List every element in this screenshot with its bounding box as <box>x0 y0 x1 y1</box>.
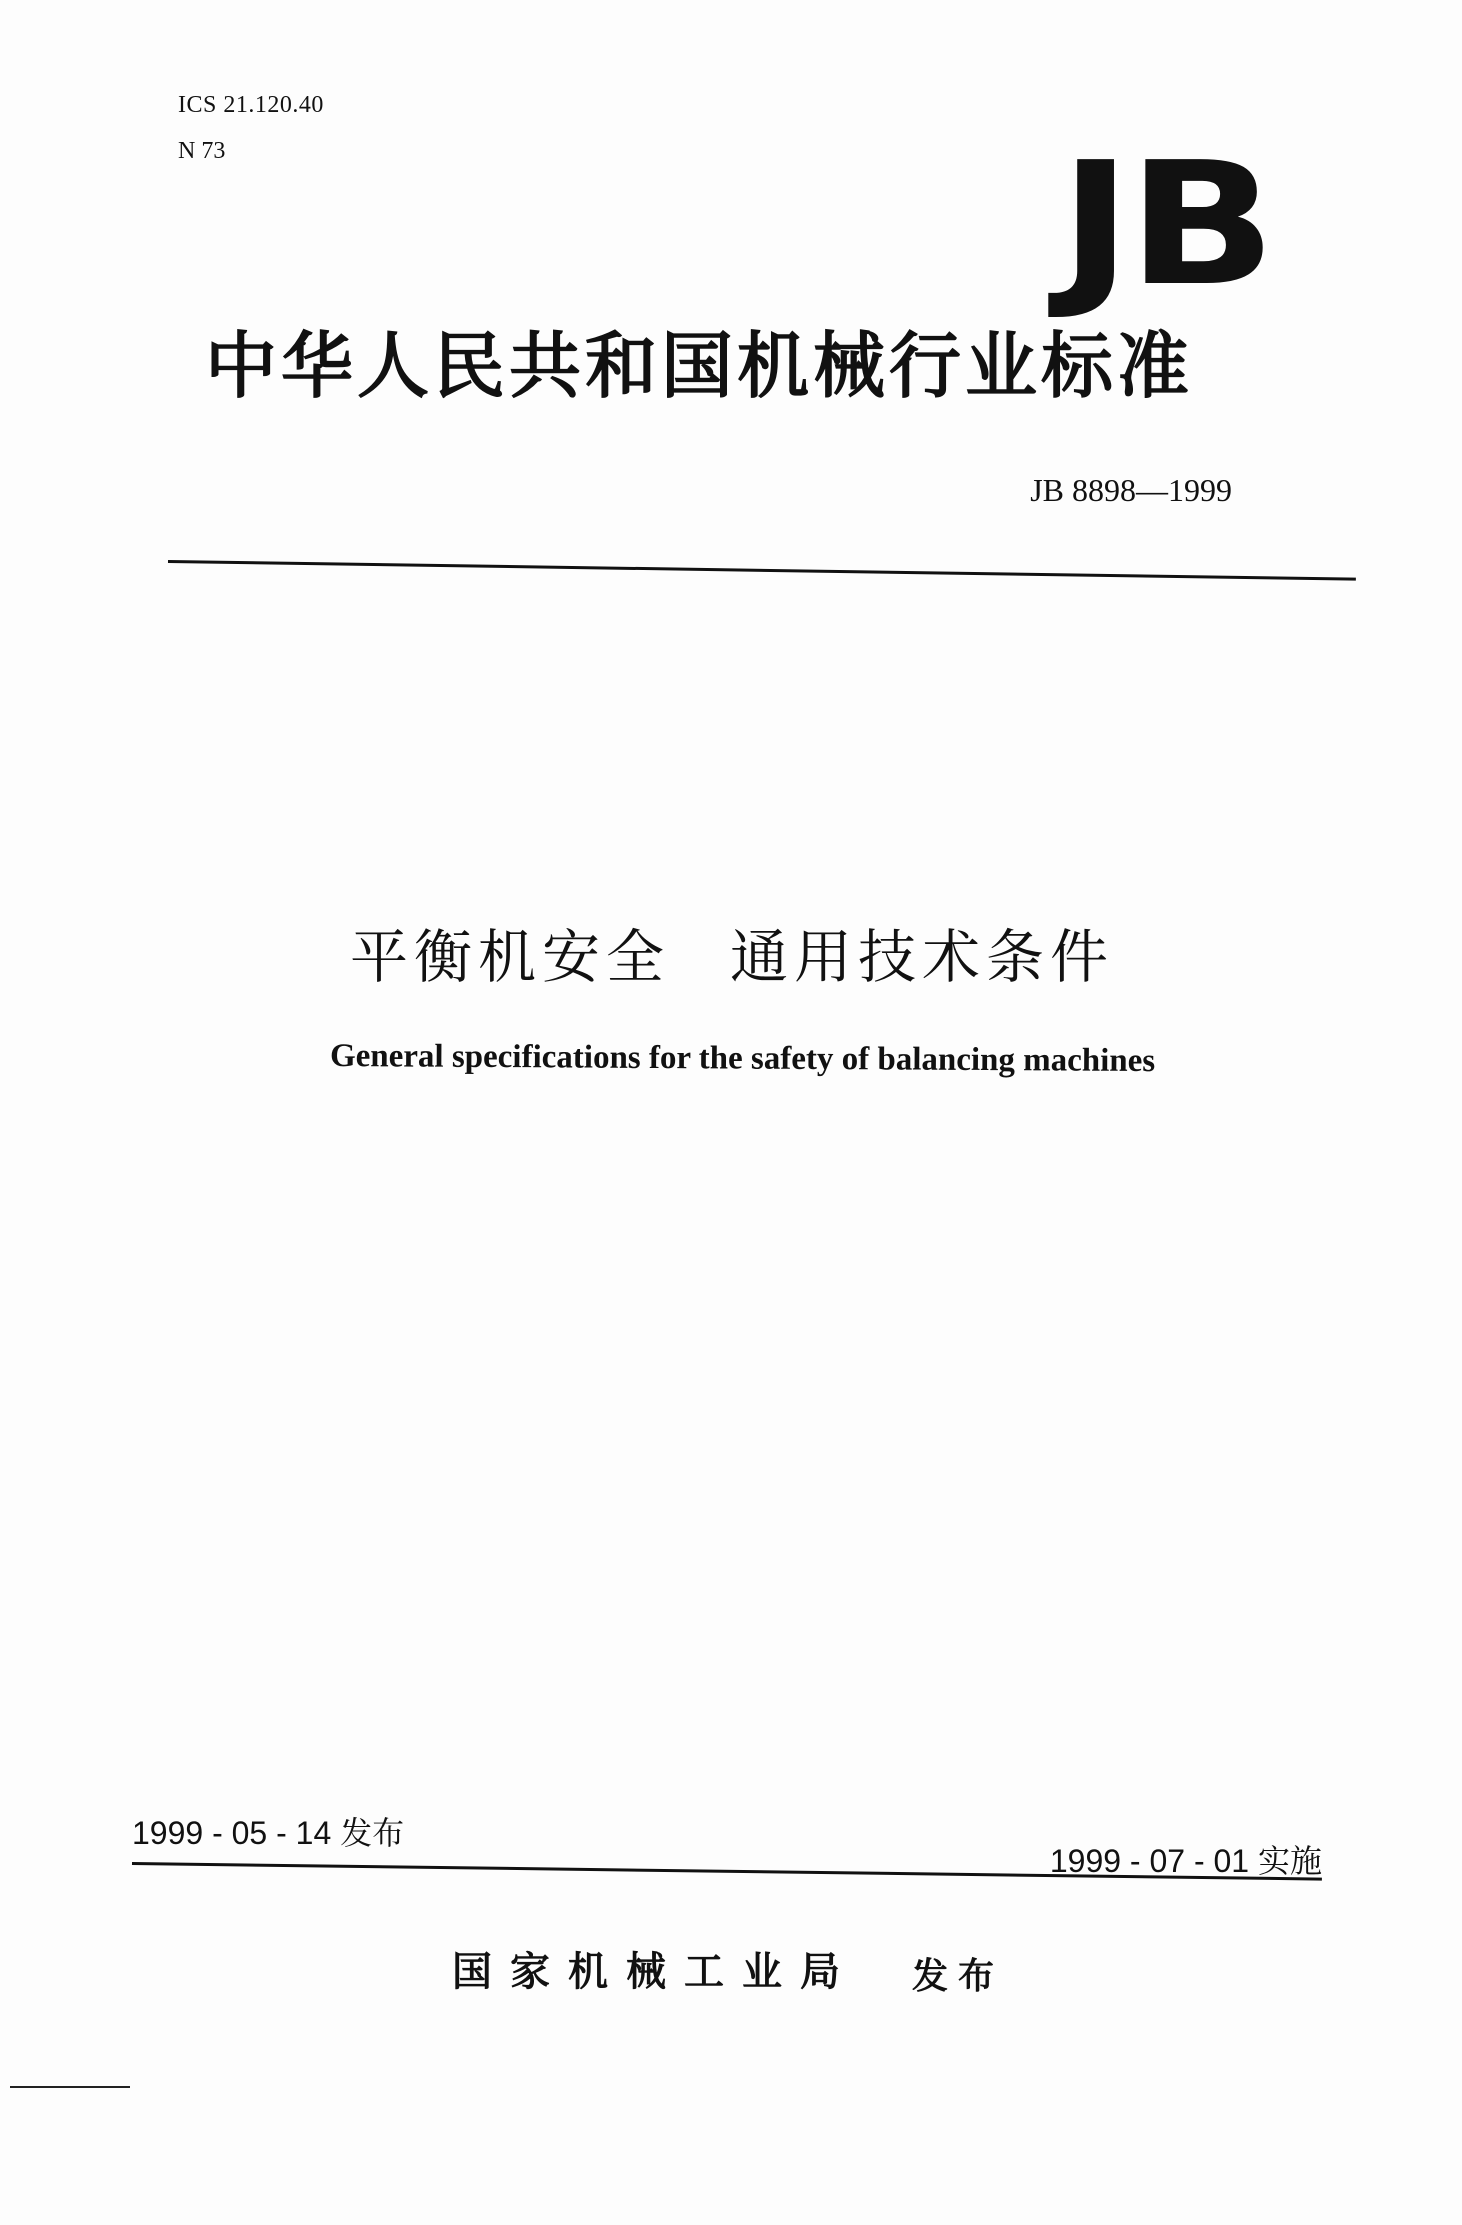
title-chinese <box>350 910 1114 994</box>
footer-short-rule <box>10 2086 130 2088</box>
classification-code: N 73 <box>178 138 226 164</box>
ics-code: ICS 21.120.40 <box>178 92 324 118</box>
org-title: 中华人民共和国机械行业标准 <box>205 324 1194 408</box>
title-english: General specifications for the safety of balancing machines <box>329 1038 1156 1080</box>
header-divider <box>168 560 1356 581</box>
jb-logo: JB <box>1059 126 1272 324</box>
publisher-name: 国家机械工业局 <box>452 1948 858 1995</box>
standard-number: JB 8898—1999 <box>1030 472 1232 508</box>
title-chinese-part1: 平衡机安全 <box>350 923 671 991</box>
implementation-date: 1999 - 07 - 01 实施 <box>1049 1843 1322 1879</box>
issue-date: 1999 - 05 - 14 发布 <box>132 1815 405 1851</box>
title-chinese-part2: 通用技术条件 <box>730 923 1115 991</box>
publish-label: 发布 <box>912 1955 1005 1997</box>
